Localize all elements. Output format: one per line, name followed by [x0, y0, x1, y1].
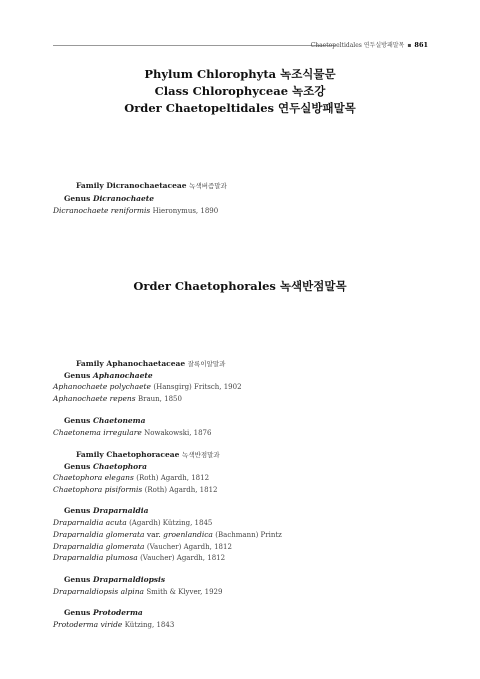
species-entry: [53, 518, 212, 527]
species-entry: [53, 206, 218, 215]
genus-label: Genus: [64, 506, 91, 515]
species-entry: [53, 394, 182, 403]
genus-name: Chaetonema: [92, 416, 146, 425]
genus-chaetophora: [64, 462, 147, 471]
species-author: (Agardh) Kützing, 1845: [129, 519, 213, 527]
species-name: Draparnaldia plumosa: [53, 553, 138, 562]
species-entry: [53, 530, 282, 539]
genus-chaetonema: [64, 416, 145, 425]
genus-name: Aphanochaete: [92, 371, 153, 380]
species-name: Draparnaldiopsis alpina: [53, 587, 144, 596]
species-name: Dicranochaete reniformis: [53, 206, 151, 215]
species-entry: [53, 542, 232, 551]
running-title: Chaetopeltidales 연두실방패말목: [310, 42, 405, 49]
genus-label: Genus: [64, 194, 91, 203]
species-author: (Bachmann) Printz: [215, 531, 282, 539]
species-entry: [53, 485, 217, 494]
genus-name: Dicranochaete: [92, 194, 155, 203]
species-author: Kützing, 1843: [124, 621, 175, 629]
species-entry: [53, 473, 209, 482]
genus-aphanochaete: [64, 371, 153, 380]
species-author: Nowakowski, 1876: [144, 429, 212, 437]
phylum-title: Phylum Chlorophyta 녹조식물문: [144, 67, 336, 81]
family-name: Family Chaetophoraceae: [76, 450, 180, 459]
family-name-kr: 녹색버즘말과: [189, 182, 227, 190]
family-dicranochaetaceae: [76, 181, 227, 190]
family-name-kr: 녹색반점말과: [182, 451, 220, 459]
species-name: Chaetophora elegans: [53, 473, 134, 482]
species-name: Aphanochaete repens: [53, 394, 136, 403]
genus-label: Genus: [64, 462, 91, 471]
running-header: [311, 40, 428, 49]
family-name: Family Aphanochaetaceae: [76, 359, 186, 368]
species-name: Chaetophora pisiformis: [53, 485, 143, 494]
genus-draparnaldia: [64, 506, 148, 515]
family-name-kr: 잘록이알말과: [187, 360, 226, 368]
family-chaetophoraceae: [76, 450, 220, 459]
genus-name: Protoderma: [92, 608, 143, 617]
species-author: (Vaucher) Agardh, 1812: [140, 554, 226, 562]
species-entry: [53, 428, 211, 437]
genus-label: Genus: [64, 575, 91, 584]
species-entry: [53, 620, 174, 629]
genus-protoderma: [64, 608, 143, 617]
family-aphanochaetaceae: [76, 359, 225, 368]
species-entry: [53, 382, 242, 391]
species-name: Chaetonema irregulare: [53, 428, 142, 437]
header-separator: ▪: [407, 42, 412, 49]
species-entry: [53, 587, 222, 596]
header-rule: [53, 45, 335, 46]
class-title: Class Chlorophyceae 녹조강: [154, 84, 326, 98]
genus-label: Genus: [64, 371, 91, 380]
species-author: (Roth) Agardh, 1812: [136, 474, 210, 482]
genus-name: Draparnaldiopsis: [92, 575, 166, 584]
genus-label: Genus: [64, 416, 91, 425]
species-name: Draparnaldia glomerata: [53, 530, 145, 539]
species-author: (Vaucher) Agardh, 1812: [146, 543, 232, 551]
species-name: Draparnaldia acuta: [53, 518, 127, 527]
species-author: (Roth) Agardh, 1812: [144, 486, 218, 494]
family-name: Family Dicranochaetaceae: [76, 181, 187, 190]
genus-name: Chaetophora: [92, 462, 147, 471]
species-author: Smith & Klyver, 1929: [146, 588, 223, 596]
variety-name: groenlandica: [163, 530, 213, 539]
species-name: Aphanochaete polychaete: [53, 382, 151, 391]
order-title-chaetopeltidales: Order Chaetopeltidales 연두실방패말목: [124, 101, 356, 115]
page-number: 861: [414, 41, 428, 49]
order-title-chaetophorales: Order Chaetophorales 녹색반점말목: [133, 279, 347, 293]
species-name: Draparnaldia glomerata: [53, 542, 145, 551]
genus-dicranochaete: [64, 194, 154, 203]
genus-label: Genus: [64, 608, 91, 617]
genus-name: Draparnaldia: [92, 506, 149, 515]
species-author: Hieronymus, 1890: [152, 207, 219, 215]
genus-draparnaldiopsis: [64, 575, 165, 584]
species-name: Protoderma viride: [53, 620, 123, 629]
species-author: Braun, 1850: [137, 395, 182, 403]
species-author: (Hansgirg) Fritsch, 1902: [153, 383, 242, 391]
variety-marker: var.: [146, 530, 161, 539]
species-entry: [53, 553, 225, 562]
